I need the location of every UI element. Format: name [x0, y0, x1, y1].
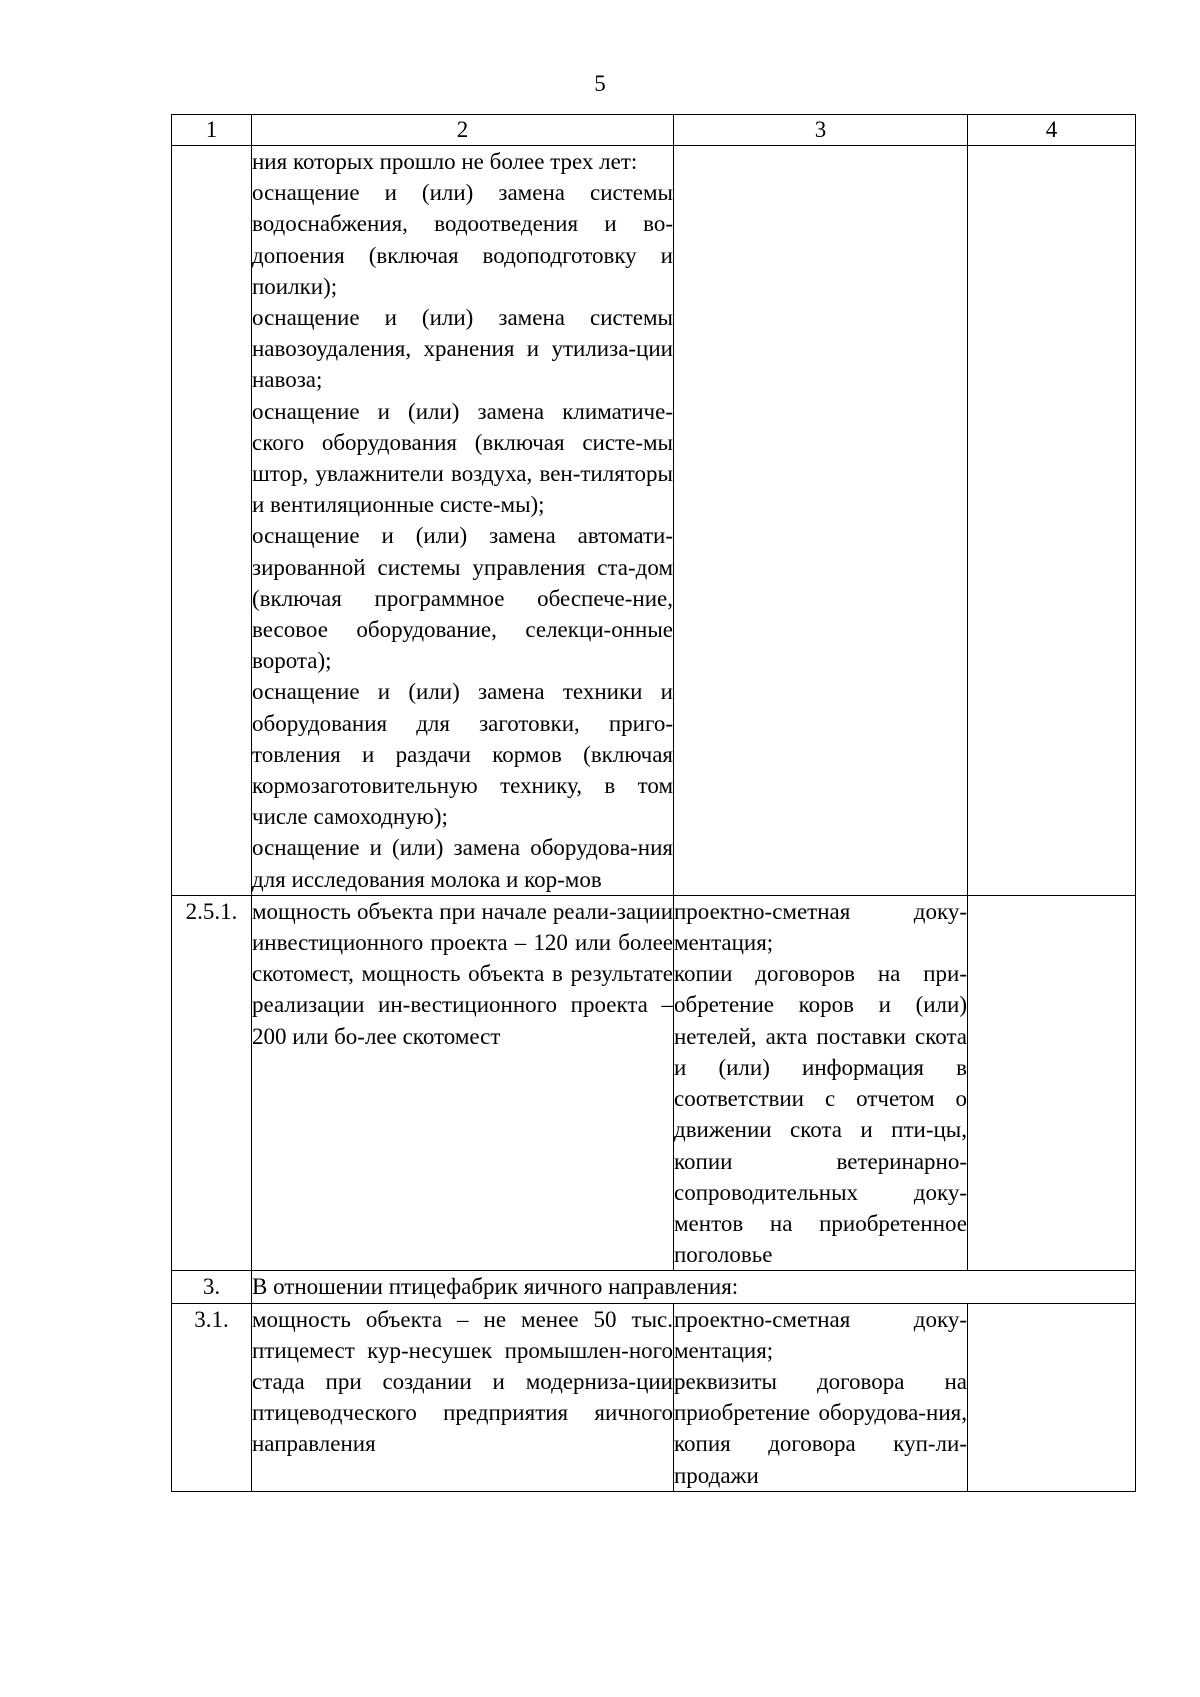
notes-cell: [968, 146, 1136, 896]
notes-cell: [968, 895, 1136, 1270]
documents-paragraph: копии договоров на при-обретение коров и (или) нетелей, акта поставки скота и (или) информация в соответствии с отчетом о движении скота и пти-цы, копии ветеринарно-сопроводительных доку-ментов на приобретенное поголовье: [674, 961, 967, 1268]
header-col-1: 1: [172, 115, 252, 146]
table-header-row: [172, 115, 1136, 146]
requirements-table: [171, 114, 1136, 1492]
row-number-cell: 3.1.: [172, 1303, 252, 1491]
documents-paragraph: реквизиты договора на приобретение оборудова-ния, копия договора куп-ли-продажи: [674, 1368, 967, 1488]
header-col-3: 3: [674, 115, 968, 146]
documents-cell: [674, 1303, 968, 1491]
criteria-paragraph: оснащение и (или) замена системы водоснабжения, водоотведения и во-допоения (включая водоподготовку и поилки);: [252, 180, 673, 299]
criteria-cell: [252, 1303, 674, 1491]
header-col-4: 4: [968, 115, 1136, 146]
criteria-paragraph: оснащение и (или) замена системы навозоудаления, хранения и утилиза-ции навоза;: [252, 305, 673, 393]
criteria-paragraph: ния которых прошло не более трех лет:: [252, 149, 638, 174]
row-number-cell: [172, 146, 252, 896]
section-title-cell: В отношении птицефабрик яичного направления:: [252, 1271, 1136, 1303]
documents-cell: [674, 146, 968, 896]
documents-paragraph: проектно-сметная доку-ментация;: [674, 898, 967, 956]
table-row-continuation: [172, 146, 1136, 896]
criteria-paragraph: мощность объекта при начале реали-зации инвестиционного проекта – 120 или более скотомест, мощность объекта в результате реализации ин-вестиционного проекта – 200 или бо-лее скотомест: [252, 898, 673, 1049]
criteria-paragraph: мощность объекта – не менее 50 тыс. птицемест кур-несушек промышлен-ного стада при создании и модерниза-ции птицеводческого предприятия яичного направления: [252, 1306, 673, 1457]
row-number-cell: 3.: [172, 1271, 252, 1303]
documents-cell: [674, 895, 968, 1270]
documents-paragraph: проектно-сметная доку-ментация;: [674, 1306, 967, 1363]
criteria-paragraph: оснащение и (или) замена автомати-зированной системы управления ста-дом (включая программное обеспече-ние, весовое оборудование, селекци-онные ворота);: [252, 523, 673, 674]
page-number: 5: [594, 71, 606, 96]
table-row-3-1: [172, 1303, 1136, 1491]
notes-cell: [968, 1303, 1136, 1491]
row-number-cell: 2.5.1.: [172, 895, 252, 1270]
table-row-3: [172, 1271, 1136, 1303]
table-row-2-5-1: [172, 895, 1136, 1270]
criteria-cell: [252, 146, 674, 896]
criteria-cell: [252, 895, 674, 1270]
criteria-paragraph: оснащение и (или) замена климатиче-ского оборудования (включая систе-мы штор, увлажнители воздуха, вен-тиляторы и вентиляционные систе-мы);: [252, 398, 673, 518]
criteria-paragraph: оснащение и (или) замена оборудова-ния для исследования молока и кор-мов: [252, 835, 673, 892]
criteria-paragraph: оснащение и (или) замена техники и оборудования для заготовки, приго-товления и раздачи кормов (включая кормозаготовительную технику, в том числе самоходную);: [252, 679, 673, 830]
header-col-2: 2: [252, 115, 674, 146]
